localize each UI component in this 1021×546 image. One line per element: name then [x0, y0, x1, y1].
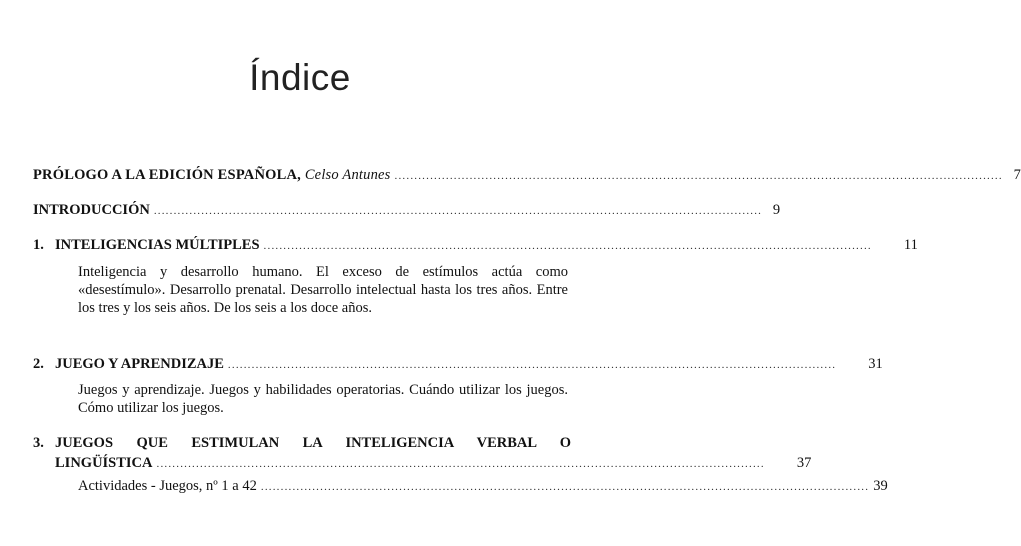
toc-entry-chapter-1[interactable]: [33, 236, 918, 256]
chapter-number: 3.: [33, 435, 44, 451]
toc-entry-label: 1. INTELIGENCIAS MÚLTIPLES: [33, 237, 260, 253]
chapter-1-description: Inteligencia y desarrollo humano. El exceso de estímulos actúa como «desestímulo». Desarrollo prenatal. Desarrollo intelectual hasta los tres años. Entre los tres y los seis años. De los seis a los doce años.: [78, 264, 568, 316]
chapter-2-description: Juegos y aprendizaje. Juegos y habilidades operatorias. Cuándo utilizar los juegos. Cómo utilizar los juegos.: [78, 382, 568, 416]
toc-entry-chapter-3-line-2[interactable]: [33, 454, 812, 474]
toc-entry-label: INTRODUCCIÓN: [33, 202, 150, 218]
toc-entry-label: 2. JUEGO Y APRENDIZAJE: [33, 356, 224, 372]
toc-entry-label: PRÓLOGO A LA EDICIÓN ESPAÑOLA, Celso Antunes: [33, 167, 391, 183]
leader-dots: ..........................................................................................................................................................: [153, 205, 763, 217]
toc-entry-chapter-3-line-1[interactable]: 3. JUEGOS QUE ESTIMULAN LA INTELIGENCIA VERBAL O: [33, 435, 571, 451]
leader-dots: ..........................................................................................................................................................: [156, 458, 765, 470]
chapter-number: 1.: [33, 237, 44, 253]
toc-entry-intro[interactable]: [33, 201, 781, 221]
toc-entry-page: 11: [903, 237, 918, 253]
toc-entry-page: 37: [796, 455, 812, 471]
toc-entry-label: Actividades - Juegos, nº 1 a 42: [78, 478, 257, 494]
toc-entry-page: 7: [1013, 167, 1021, 183]
toc-entry-label: LINGÜÍSTICA: [55, 455, 153, 471]
toc-entry-chapter-2[interactable]: [33, 355, 883, 375]
toc-entry-chapter-3-activities[interactable]: [78, 477, 888, 497]
page-title: Índice: [249, 57, 351, 98]
leader-dots: ..........................................................................................................................................................: [227, 359, 837, 371]
leader-dots: ..........................................................................................................................................................: [260, 481, 870, 493]
chapter-number: 2.: [33, 356, 44, 372]
leader-dots: ..........................................................................................................................................................: [394, 170, 1003, 182]
toc-entry-page: 9: [772, 202, 781, 218]
toc-entry-page: 31: [868, 356, 883, 372]
toc-entry-prologo[interactable]: [33, 166, 1021, 186]
toc-entry-author: Celso Antunes: [304, 167, 391, 183]
toc-entry-page: 39: [873, 478, 888, 494]
leader-dots: ..........................................................................................................................................................: [263, 240, 872, 252]
